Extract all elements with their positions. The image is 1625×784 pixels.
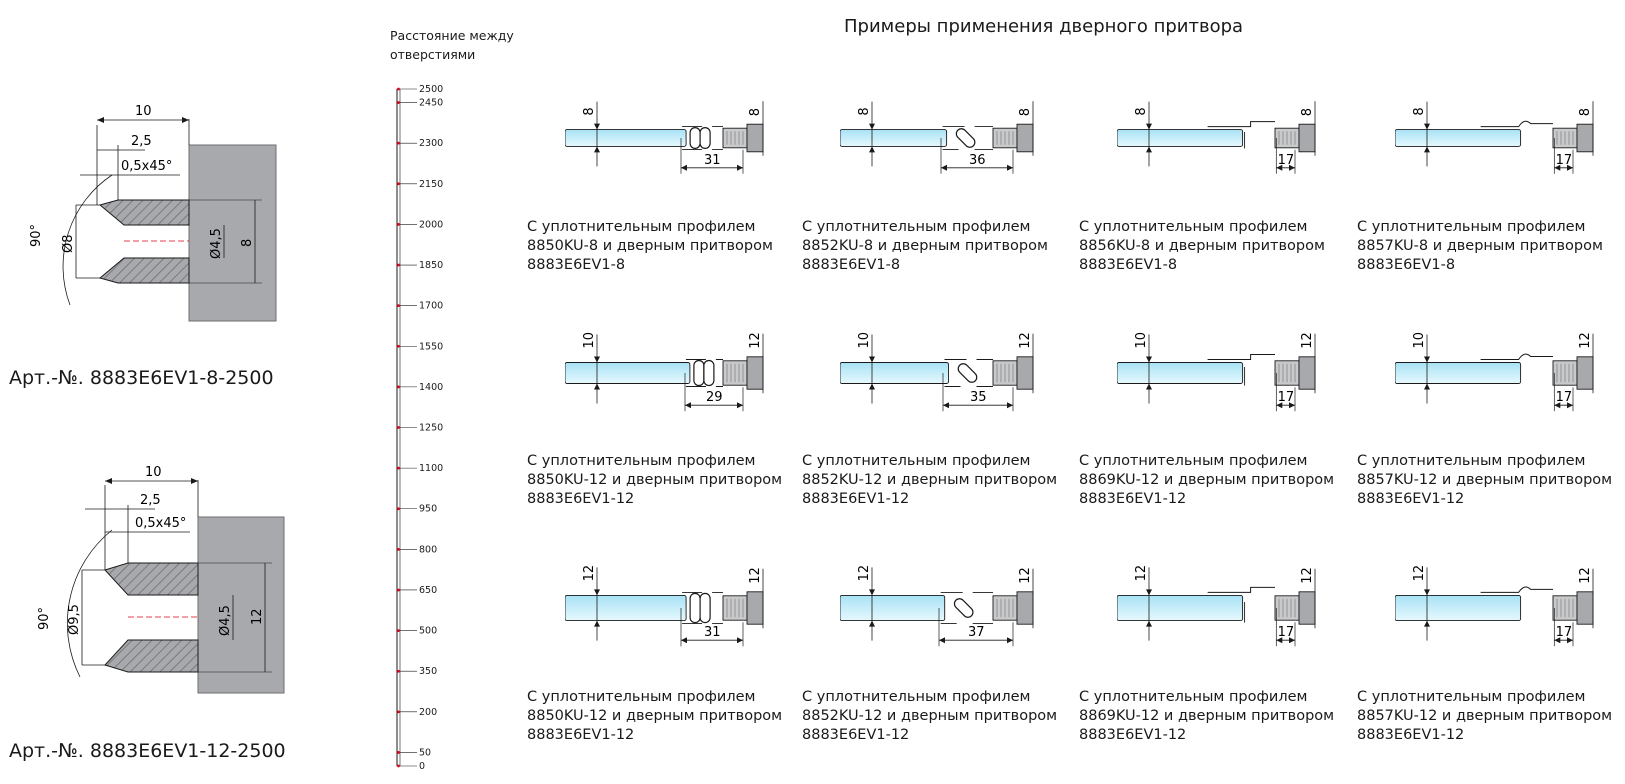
glass-panel (840, 363, 949, 384)
scale-tick-label: 1700 (419, 300, 444, 312)
glass-panel (840, 130, 947, 147)
caption-line2: 8852KU-12 и дверным притвором (802, 708, 1058, 724)
dim-height: 8 (240, 238, 255, 247)
glass-panel (1117, 363, 1243, 384)
scale-hole-mark (397, 670, 400, 673)
example-drawing (1395, 80, 1625, 210)
caption-line2: 8850KU-8 и дверным притвором (527, 238, 773, 254)
caption-line3: 8883E6EV1-12 (1079, 491, 1187, 507)
caption-line2: 8857KU-12 и дверным притвором (1357, 708, 1613, 724)
angled-seal (956, 362, 979, 385)
example-caption (802, 452, 1057, 509)
example-drawing (1117, 315, 1357, 445)
magnet-seal (700, 593, 710, 622)
scale-hole-mark (397, 426, 400, 429)
scale-tick-label: 2300 (419, 138, 444, 150)
scale-hole-mark (397, 629, 400, 632)
scale-tick-label: 650 (419, 584, 438, 596)
caption-line1: С уплотнительным профилем (527, 219, 756, 235)
caption-line1: С уплотнительным профилем (802, 689, 1031, 705)
glass-panel (565, 130, 686, 147)
width-dimension-label: 17 (1277, 152, 1295, 168)
scale-title-line2: отверстиями (390, 47, 476, 62)
width-dimension-label: 17 (1555, 625, 1573, 641)
angled-seal (952, 597, 975, 620)
example-drawing (1117, 550, 1357, 680)
scale-tick-label: 50 (419, 747, 432, 759)
glass-panel (1395, 130, 1521, 147)
scale-hole-mark (397, 182, 400, 185)
scale-tick-label: 1100 (419, 463, 444, 475)
hook-seal (1208, 355, 1275, 360)
door-stop-cap (1017, 357, 1033, 389)
dim-length: 10 (135, 104, 152, 119)
scale-tick-label: 1850 (419, 260, 444, 272)
magnet-seal (690, 128, 700, 149)
profile-height-label: 12 (748, 332, 763, 349)
dim-length: 10 (145, 465, 162, 480)
glass-thickness-label: 10 (1412, 331, 1427, 349)
scale-hole-mark (397, 223, 400, 226)
caption-line3: 8883E6EV1-12 (527, 727, 635, 743)
dim-chamfer: 0,5x45° (121, 159, 173, 174)
scale-hole-mark (397, 710, 400, 713)
glass-thickness-label: 8 (1134, 107, 1149, 116)
caption-line3: 8883E6EV1-12 (802, 491, 910, 507)
magnet-seal (694, 361, 704, 386)
width-dimension-label: 17 (1555, 152, 1573, 168)
glass-panel (840, 595, 945, 620)
width-dimension-label: 37 (968, 625, 985, 641)
scale-hole-mark (397, 345, 400, 348)
scale-hole-mark (397, 264, 400, 267)
scale-tick-label: 1400 (419, 381, 444, 393)
example-caption (802, 218, 1048, 275)
example-caption (527, 452, 782, 509)
lip-seal (1481, 354, 1553, 359)
article-number-12: Арт.-№. 8883E6EV1-12-2500 (9, 740, 286, 762)
scale-hole-mark (397, 751, 400, 754)
example-caption (1079, 218, 1325, 275)
example-drawing (1395, 315, 1625, 445)
profile-height-label: 8 (1578, 107, 1593, 117)
detail-drawing-12 (0, 455, 300, 695)
width-dimension-label: 17 (1277, 390, 1295, 406)
door-stop-cap (1299, 124, 1315, 152)
scale-hole-mark (397, 304, 400, 307)
door-stop-cap (747, 124, 763, 152)
scale-hole-mark (397, 142, 400, 145)
caption-line3: 8883E6EV1-12 (802, 727, 910, 743)
glass-thickness-label: 12 (1134, 564, 1149, 582)
caption-line3: 8883E6EV1-12 (1357, 727, 1465, 743)
scale-tick-label: 1550 (419, 341, 444, 353)
scale-hole-mark (397, 589, 400, 592)
caption-line1: С уплотнительным профилем (1079, 453, 1308, 469)
dim-chamfer-depth: 2,5 (131, 134, 152, 149)
caption-line3: 8883E6EV1-8 (802, 257, 901, 273)
width-dimension-label: 36 (969, 152, 986, 168)
profile-height-label: 8 (1018, 107, 1033, 117)
caption-line2: 8857KU-8 и дверным притвором (1357, 238, 1603, 254)
width-dimension-label: 31 (704, 625, 721, 641)
glass-thickness-label: 10 (582, 331, 597, 349)
glass-panel (1117, 595, 1243, 620)
door-stop-cap (1017, 592, 1033, 624)
dim-chamfer: 0,5x45° (135, 516, 187, 531)
caption-line2: 8852KU-8 и дверным притвором (802, 238, 1048, 254)
hatched-section-bottom (105, 640, 198, 672)
example-drawing (565, 80, 805, 210)
scale-hole-mark (397, 467, 400, 470)
angled-seal (954, 127, 977, 150)
caption-line2: 8857KU-12 и дверным притвором (1357, 472, 1613, 488)
example-caption (1357, 218, 1603, 275)
scale-hole-mark (397, 507, 400, 510)
scale-tick-label: 200 (419, 706, 438, 718)
scale-hole-mark (397, 88, 400, 91)
profile-block (189, 145, 276, 321)
example-caption (527, 218, 773, 275)
profile-height-label: 8 (748, 107, 763, 117)
profile-height-label: 12 (1300, 567, 1315, 584)
example-caption (1357, 452, 1612, 509)
detail-drawing-8 (0, 95, 300, 335)
dim-hole: Ø4,5 (218, 605, 233, 636)
door-stop-cap (1577, 592, 1593, 624)
scale-hole-mark (397, 548, 400, 551)
profile-height-label: 12 (1018, 332, 1033, 349)
caption-line1: С уплотнительным профилем (527, 689, 756, 705)
caption-line1: С уплотнительным профилем (1357, 219, 1586, 235)
scale-hole-mark (397, 385, 400, 388)
glass-thickness-label: 12 (1412, 564, 1427, 582)
glass-panel (565, 595, 686, 620)
glass-panel (1395, 595, 1521, 620)
caption-line3: 8883E6EV1-8 (527, 257, 626, 273)
scale-title (390, 26, 514, 64)
glass-panel (1117, 130, 1243, 147)
example-drawing (840, 550, 1080, 680)
caption-line1: С уплотнительным профилем (802, 453, 1031, 469)
example-drawing (565, 315, 805, 445)
scale-title-line1: Расстояние между (390, 28, 514, 43)
profile-height-label: 12 (1578, 567, 1593, 584)
caption-line3: 8883E6EV1-12 (1079, 727, 1187, 743)
width-dimension-label: 35 (970, 390, 987, 406)
profile-height-label: 8 (1300, 107, 1315, 117)
glass-thickness-label: 10 (857, 331, 872, 349)
example-caption (1079, 452, 1334, 509)
dim-angle: 90° (29, 223, 44, 247)
caption-line2: 8869KU-12 и дверным притвором (1079, 472, 1335, 488)
example-drawing (1117, 80, 1357, 210)
hatched-section-top (100, 200, 189, 225)
lip-seal (1481, 121, 1553, 126)
caption-line3: 8883E6EV1-12 (527, 491, 635, 507)
magnet-seal (704, 361, 714, 386)
scale-tick-label: 350 (419, 666, 438, 678)
example-drawing (840, 315, 1080, 445)
dim-chamfer-depth: 2,5 (140, 493, 161, 508)
caption-line1: С уплотнительным профилем (1079, 219, 1308, 235)
caption-line2: 8869KU-12 и дверным притвором (1079, 708, 1335, 724)
glass-thickness-label: 10 (1134, 331, 1149, 349)
scale-tick-label: 0 (419, 761, 426, 772)
glass-panel (1395, 363, 1521, 384)
caption-line1: С уплотнительным профилем (1357, 689, 1586, 705)
caption-line2: 8852KU-12 и дверным притвором (802, 472, 1058, 488)
profile-block (198, 517, 284, 693)
caption-line2: 8856KU-8 и дверным притвором (1079, 238, 1325, 254)
scale-tick-label: 1250 (419, 422, 444, 434)
scale-tick-label: 800 (419, 544, 438, 556)
profile-height-label: 12 (1578, 332, 1593, 349)
hook-seal (1208, 122, 1275, 127)
width-dimension-label: 29 (706, 390, 723, 406)
dim-countersink: Ø9,5 (67, 604, 82, 635)
example-caption (1079, 688, 1334, 745)
lip-seal (1481, 587, 1553, 592)
dim-countersink: Ø8 (61, 234, 76, 253)
example-drawing (840, 80, 1080, 210)
glass-panel (565, 363, 690, 384)
example-caption (527, 688, 782, 745)
hatched-section-top (105, 563, 198, 595)
glass-thickness-label: 8 (857, 107, 872, 116)
example-caption (802, 688, 1057, 745)
example-drawing (1395, 550, 1625, 680)
caption-line3: 8883E6EV1-8 (1357, 257, 1456, 273)
profile-height-label: 12 (748, 567, 763, 584)
width-dimension-label: 17 (1555, 390, 1573, 406)
dim-hole: Ø4,5 (209, 228, 224, 259)
scale-tick-label: 950 (419, 503, 438, 515)
glass-thickness-label: 8 (582, 107, 597, 116)
scale-hole-mark (397, 765, 400, 768)
caption-line2: 8850KU-12 и дверным притвором (527, 708, 783, 724)
door-stop-cap (1299, 592, 1315, 624)
door-stop-cap (1299, 357, 1315, 389)
caption-line1: С уплотнительным профилем (802, 219, 1031, 235)
hook-seal (1208, 587, 1275, 592)
scale-tick-label: 2000 (419, 219, 444, 231)
door-stop-cap (747, 592, 763, 624)
door-stop-cap (1017, 124, 1033, 152)
glass-thickness-label: 12 (857, 564, 872, 582)
example-drawing (565, 550, 805, 680)
page-title: Примеры применения дверного притвора (844, 16, 1244, 37)
glass-thickness-label: 8 (1412, 107, 1427, 116)
scale-tick-label: 500 (419, 625, 438, 637)
caption-line1: С уплотнительным профилем (1079, 689, 1308, 705)
caption-line2: 8850KU-12 и дверным притвором (527, 472, 783, 488)
dim-angle: 90° (37, 606, 52, 630)
dim-height: 12 (250, 608, 265, 625)
profile-height-label: 12 (1300, 332, 1315, 349)
caption-line1: С уплотнительным профилем (1357, 453, 1586, 469)
door-stop-cap (1577, 357, 1593, 389)
scale-tick-label: 2450 (419, 97, 444, 109)
caption-line1: С уплотнительным профилем (527, 453, 756, 469)
article-number-8: Арт.-№. 8883E6EV1-8-2500 (9, 367, 274, 389)
scale-tick-label: 2500 (419, 84, 444, 95)
hatched-section-bottom (100, 258, 189, 283)
magnet-seal (690, 593, 700, 622)
magnet-seal (700, 128, 710, 149)
example-caption (1357, 688, 1612, 745)
scale-tick-label: 2150 (419, 178, 444, 190)
door-stop-cap (747, 357, 763, 389)
scale-hole-mark (397, 101, 400, 104)
width-dimension-label: 31 (704, 152, 721, 168)
caption-line3: 8883E6EV1-8 (1079, 257, 1178, 273)
caption-line3: 8883E6EV1-12 (1357, 491, 1465, 507)
distance-scale (385, 80, 465, 780)
door-stop-cap (1577, 124, 1593, 152)
glass-thickness-label: 12 (582, 564, 597, 582)
profile-height-label: 12 (1018, 567, 1033, 584)
width-dimension-label: 17 (1277, 625, 1295, 641)
